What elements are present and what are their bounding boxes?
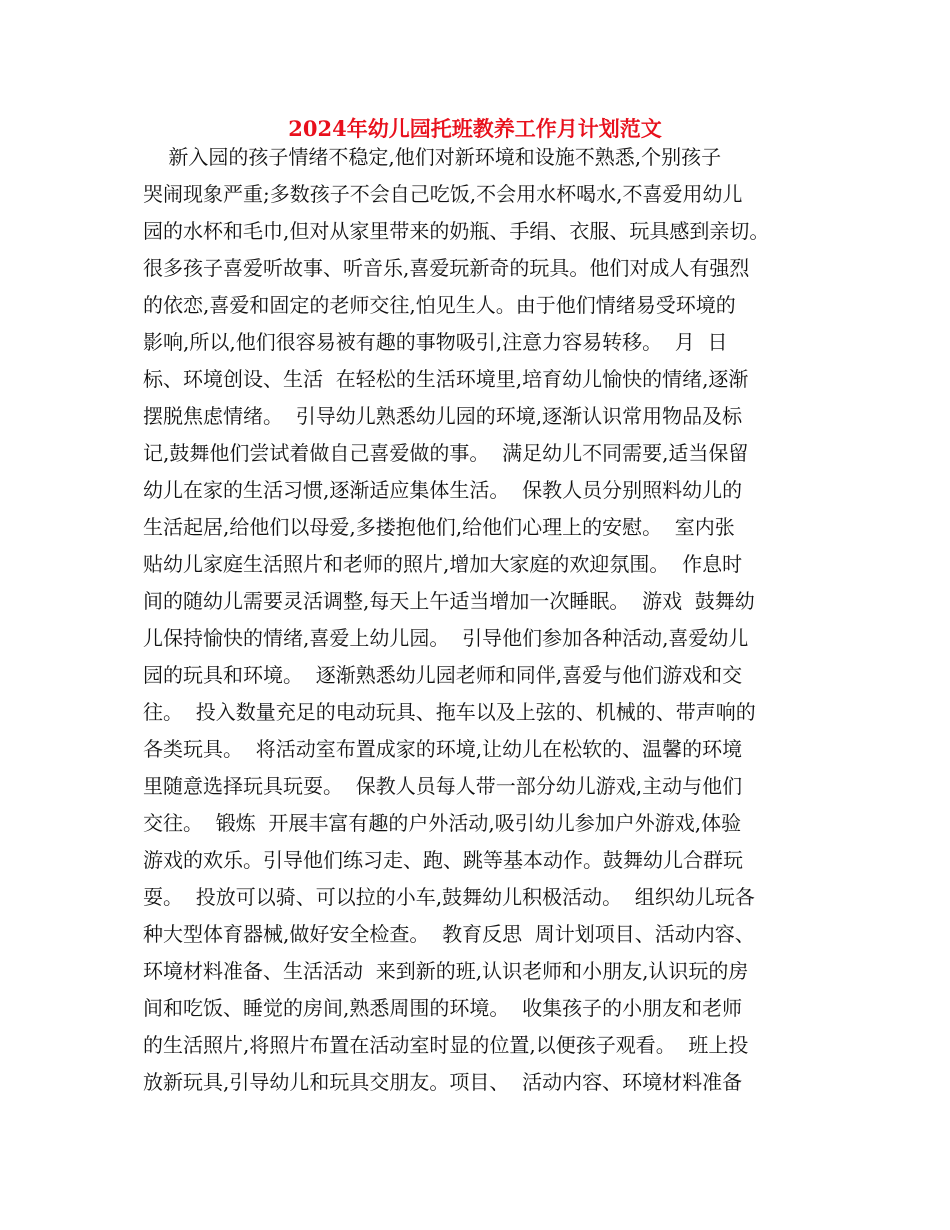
text-line: 标、环境创设、生活 在轻松的生活环境里,培育幼儿愉快的情绪,逐渐 (143, 367, 749, 391)
text-line: 记,鼓舞他们尝试着做自己喜爱做的事。 满足幼儿不同需要,适当保留 (143, 441, 749, 465)
text-line: 游戏的欢乐。引导他们练习走、跑、跳等基本动作。鼓舞幼儿合群玩 (143, 848, 743, 872)
text-line: 间和吃饭、睡觉的房间,熟悉周围的环境。 收集孩子的小朋友和老师 (143, 996, 743, 1020)
text-line: 新入园的孩子情绪不稳定,他们对新环境和设施不熟悉,个别孩子 (143, 145, 722, 169)
text-line: 影响,所以,他们很容易被有趣的事物吸引,注意力容易转移。 月 日 (143, 330, 728, 354)
text-line: 间的随幼儿需要灵活调整,每天上午适当增加一次睡眠。 游戏 鼓舞幼 (143, 589, 755, 613)
text-line: 里随意选择玩具玩耍。 保教人员每人带一部分幼儿游戏,主动与他们 (143, 774, 743, 798)
document-title: 2024年幼儿园托班教养工作月计划范文 (288, 116, 662, 141)
text-line: 交往。 锻炼 开展丰富有趣的户外活动,吸引幼儿参加户外游戏,体验 (143, 811, 742, 835)
text-line: 哭闹现象严重;多数孩子不会自己吃饭,不会用水杯喝水,不喜爱用幼儿 (143, 182, 743, 206)
text-line: 耍。 投放可以骑、可以拉的小车,鼓舞幼儿积极活动。 组织幼儿玩各 (143, 885, 755, 909)
text-line: 往。 投入数量充足的电动玩具、拖车以及上弦的、机械的、带声响的 (143, 700, 756, 724)
text-line: 幼儿在家的生活习惯,逐渐适应集体生活。 保教人员分别照料幼儿的 (143, 478, 743, 502)
text-line: 环境材料准备、生活活动 来到新的班,认识老师和小朋友,认识玩的房 (143, 959, 749, 983)
text-line: 的依恋,喜爱和固定的老师交往,怕见生人。由于他们情绪易受环境的 (143, 293, 736, 317)
text-line: 生活起居,给他们以母爱,多搂抱他们,给他们心理上的安慰。 室内张 (143, 515, 735, 539)
text-line: 的生活照片,将照片布置在活动室时显的位置,以便孩子观看。 班上投 (143, 1033, 749, 1057)
text-line: 儿保持愉快的情绪,喜爱上幼儿园。 引导他们参加各种活动,喜爱幼儿 (143, 626, 749, 650)
text-line: 放新玩具,引导幼儿和玩具交朋友。项目、 活动内容、环境材料准备 (143, 1070, 743, 1094)
text-line: 园的水杯和毛巾,但对从家里带来的奶瓶、手绢、衣服、玩具感到亲切。 (143, 219, 770, 243)
text-line: 贴幼儿家庭生活照片和老师的照片,增加大家庭的欢迎氛围。 作息时 (143, 552, 743, 576)
text-line: 园的玩具和环境。 逐渐熟悉幼儿园老师和同伴,喜爱与他们游戏和交 (143, 663, 743, 687)
text-line: 各类玩具。 将活动室布置成家的环境,让幼儿在松软的、温馨的环境 (143, 737, 743, 761)
text-line: 种大型体育器械,做好安全检查。 教育反思 周计划项目、活动内容、 (143, 922, 755, 946)
text-line: 摆脱焦虑情绪。 引导幼儿熟悉幼儿园的环境,逐渐认识常用物品及标 (143, 404, 743, 428)
text-line: 很多孩子喜爱听故事、听音乐,喜爱玩新奇的玩具。他们对成人有强烈 (143, 256, 750, 280)
document-body (143, 139, 823, 1101)
